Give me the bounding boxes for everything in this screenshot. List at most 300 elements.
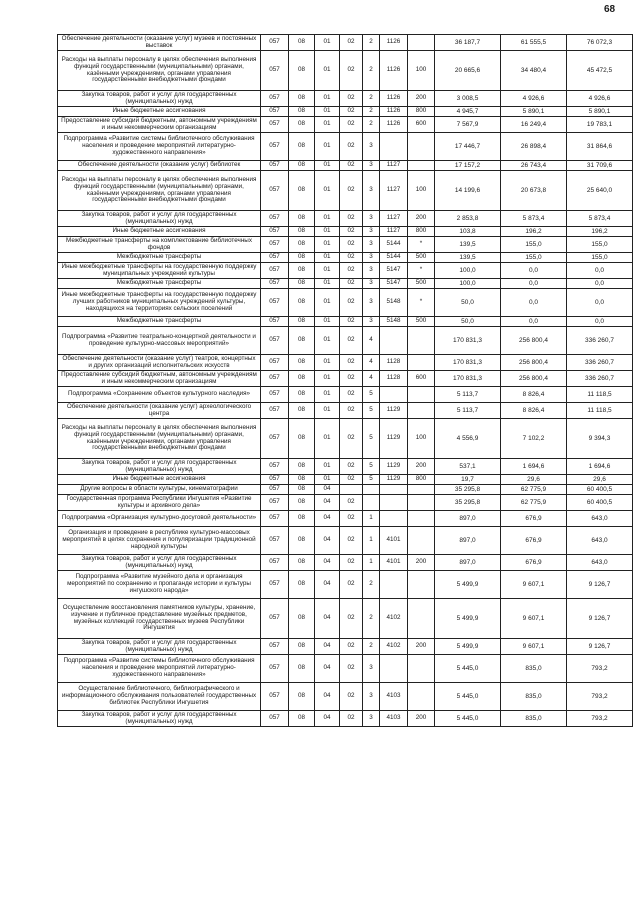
table-row <box>58 237 633 253</box>
budget-table <box>57 34 633 727</box>
row-target-code: 1127 <box>380 227 408 237</box>
row-subprogram-code: 5 <box>363 403 380 419</box>
row-program-code: 02 <box>340 639 363 655</box>
row-target-code: 4103 <box>380 683 408 711</box>
row-subprogram-code <box>363 495 380 511</box>
row-expense-type-code: 800 <box>408 227 435 237</box>
table-row <box>58 711 633 727</box>
row-subprogram-code: 3 <box>363 263 380 279</box>
row-target-code: 4102 <box>380 599 408 639</box>
table-row <box>58 371 633 387</box>
row-grbs-code: 057 <box>261 289 289 317</box>
row-grbs-code: 057 <box>261 527 289 555</box>
row-amount-year2: 256 800,4 <box>501 355 567 371</box>
row-grbs-code: 057 <box>261 263 289 279</box>
row-amount-year1: 17 157,2 <box>435 161 501 171</box>
row-target-code: 1129 <box>380 419 408 459</box>
row-amount-year1: 5 113,7 <box>435 387 501 403</box>
row-amount-year1: 5 499,9 <box>435 639 501 655</box>
row-section-code: 08 <box>289 35 315 51</box>
row-expense-type-code: 600 <box>408 371 435 387</box>
row-amount-year3: 643,0 <box>567 511 633 527</box>
row-amount-year1: 2 853,8 <box>435 211 501 227</box>
row-expense-type-code: * <box>408 289 435 317</box>
row-expense-type-code: 100 <box>408 419 435 459</box>
row-subsection-code: 04 <box>315 527 340 555</box>
row-subsection-code: 01 <box>315 419 340 459</box>
row-grbs-code: 057 <box>261 107 289 117</box>
row-subprogram-code: 3 <box>363 211 380 227</box>
row-amount-year1: 14 199,6 <box>435 171 501 211</box>
row-subsection-code: 01 <box>315 237 340 253</box>
row-amount-year2: 256 800,4 <box>501 371 567 387</box>
row-expense-type-code <box>408 571 435 599</box>
row-target-code: 5144 <box>380 253 408 263</box>
row-name: Закупка товаров, работ и услуг для государственных (муниципальных) нужд <box>58 711 261 727</box>
row-program-code: 02 <box>340 317 363 327</box>
row-amount-year3: 793,2 <box>567 711 633 727</box>
row-amount-year2: 4 926,6 <box>501 91 567 107</box>
row-name: Подпрограмма «Организация культурно-досуговой деятельности» <box>58 511 261 527</box>
row-expense-type-code: 200 <box>408 91 435 107</box>
row-expense-type-code: 100 <box>408 51 435 91</box>
row-name: Иные бюджетные ассигнования <box>58 475 261 485</box>
row-amount-year1: 103,8 <box>435 227 501 237</box>
row-target-code: 1129 <box>380 475 408 485</box>
row-grbs-code: 057 <box>261 571 289 599</box>
row-section-code: 08 <box>289 91 315 107</box>
row-expense-type-code <box>408 161 435 171</box>
row-grbs-code: 057 <box>261 237 289 253</box>
row-expense-type-code: 500 <box>408 253 435 263</box>
table-row <box>58 571 633 599</box>
table-row <box>58 263 633 279</box>
row-grbs-code: 057 <box>261 475 289 485</box>
row-amount-year2: 0,0 <box>501 289 567 317</box>
row-name: Межбюджетные трансферты <box>58 253 261 263</box>
row-name: Закупка товаров, работ и услуг для государственных (муниципальных) нужд <box>58 91 261 107</box>
row-name: Закупка товаров, работ и услуг для государственных (муниципальных) нужд <box>58 639 261 655</box>
row-subprogram-code: 5 <box>363 459 380 475</box>
row-grbs-code: 057 <box>261 35 289 51</box>
row-grbs-code: 057 <box>261 227 289 237</box>
row-amount-year1: 50,0 <box>435 317 501 327</box>
row-amount-year1: 897,0 <box>435 555 501 571</box>
row-amount-year1: 7 567,9 <box>435 117 501 133</box>
row-expense-type-code: 200 <box>408 211 435 227</box>
row-target-code: 1128 <box>380 355 408 371</box>
row-expense-type-code <box>408 485 435 495</box>
table-row <box>58 527 633 555</box>
row-amount-year3: 19 783,1 <box>567 117 633 133</box>
row-grbs-code: 057 <box>261 317 289 327</box>
row-subprogram-code <box>363 485 380 495</box>
table-row <box>58 253 633 263</box>
row-subsection-code: 01 <box>315 161 340 171</box>
row-amount-year1: 4 556,9 <box>435 419 501 459</box>
row-program-code: 02 <box>340 387 363 403</box>
row-section-code: 08 <box>289 571 315 599</box>
row-target-code: 1129 <box>380 459 408 475</box>
row-subprogram-code: 1 <box>363 555 380 571</box>
row-grbs-code: 057 <box>261 495 289 511</box>
row-program-code: 02 <box>340 511 363 527</box>
row-name: Подпрограмма «Развитие театрально-концертной деятельности и проведение культурно-массовых мероприятий» <box>58 327 261 355</box>
row-grbs-code: 057 <box>261 161 289 171</box>
row-amount-year3: 196,2 <box>567 227 633 237</box>
table-row <box>58 475 633 485</box>
table-row <box>58 171 633 211</box>
row-name: Обеспечение деятельности (оказание услуг) библиотек <box>58 161 261 171</box>
row-program-code: 02 <box>340 211 363 227</box>
row-program-code <box>340 485 363 495</box>
row-amount-year1: 5 499,9 <box>435 571 501 599</box>
row-grbs-code: 057 <box>261 419 289 459</box>
row-amount-year1: 170 831,3 <box>435 327 501 355</box>
row-subsection-code: 01 <box>315 317 340 327</box>
table-row <box>58 495 633 511</box>
row-subsection-code: 04 <box>315 683 340 711</box>
row-subprogram-code: 2 <box>363 639 380 655</box>
row-subprogram-code: 4 <box>363 371 380 387</box>
row-subprogram-code: 3 <box>363 253 380 263</box>
budget-table-body <box>58 35 633 727</box>
row-section-code: 08 <box>289 683 315 711</box>
table-row <box>58 91 633 107</box>
row-subsection-code: 04 <box>315 599 340 639</box>
row-section-code: 08 <box>289 253 315 263</box>
table-row <box>58 227 633 237</box>
row-amount-year3: 0,0 <box>567 263 633 279</box>
table-row <box>58 117 633 133</box>
page-number: 68 <box>604 4 616 15</box>
row-program-code: 02 <box>340 683 363 711</box>
row-amount-year1: 139,5 <box>435 253 501 263</box>
row-subsection-code: 01 <box>315 263 340 279</box>
table-row <box>58 211 633 227</box>
row-expense-type-code <box>408 495 435 511</box>
row-subsection-code: 01 <box>315 227 340 237</box>
table-row <box>58 655 633 683</box>
row-program-code: 02 <box>340 171 363 211</box>
row-target-code: 1126 <box>380 117 408 133</box>
row-grbs-code: 057 <box>261 51 289 91</box>
row-program-code: 02 <box>340 371 363 387</box>
row-amount-year2: 835,0 <box>501 683 567 711</box>
row-program-code: 02 <box>340 279 363 289</box>
row-subprogram-code: 3 <box>363 683 380 711</box>
table-row <box>58 279 633 289</box>
row-subprogram-code: 3 <box>363 289 380 317</box>
row-program-code: 02 <box>340 475 363 485</box>
row-section-code: 08 <box>289 289 315 317</box>
row-name: Расходы на выплаты персоналу в целях обеспечения выполнения функций государственными (муниципальными) органами, казёнными учреждениями, органами управления государственными внебюджетными фондами <box>58 419 261 459</box>
row-subsection-code: 01 <box>315 371 340 387</box>
row-target-code: 1128 <box>380 371 408 387</box>
row-target-code: 5148 <box>380 289 408 317</box>
row-section-code: 08 <box>289 133 315 161</box>
row-expense-type-code <box>408 511 435 527</box>
row-grbs-code: 057 <box>261 355 289 371</box>
row-program-code: 02 <box>340 227 363 237</box>
row-name: Подпрограмма «Развитие системы библиотечного обслуживания населения и проведение мероприятий литературно-художественного направления» <box>58 655 261 683</box>
row-amount-year3: 5 873,4 <box>567 211 633 227</box>
row-name: Межбюджетные трансферты <box>58 279 261 289</box>
row-amount-year2: 835,0 <box>501 655 567 683</box>
row-subsection-code: 04 <box>315 711 340 727</box>
row-expense-type-code: 800 <box>408 107 435 117</box>
row-name: Подпрограмма «Сохранение объектов культурного наследия» <box>58 387 261 403</box>
row-subsection-code: 01 <box>315 107 340 117</box>
row-target-code: 5147 <box>380 279 408 289</box>
table-row <box>58 161 633 171</box>
table-row <box>58 107 633 117</box>
row-subsection-code: 01 <box>315 117 340 133</box>
row-amount-year2: 29,6 <box>501 475 567 485</box>
row-amount-year3: 45 472,5 <box>567 51 633 91</box>
row-name: Осуществление библиотечного, библиографического и информационного обслуживания пользователей государственных библиотек Республики Ингушетия <box>58 683 261 711</box>
row-expense-type-code <box>408 655 435 683</box>
row-amount-year2: 676,9 <box>501 527 567 555</box>
row-subsection-code: 01 <box>315 459 340 475</box>
row-target-code: 5148 <box>380 317 408 327</box>
row-amount-year3: 643,0 <box>567 527 633 555</box>
row-name: Предоставление субсидий бюджетным, автономным учреждениям и иным некоммерческим организациям <box>58 371 261 387</box>
row-expense-type-code <box>408 35 435 51</box>
row-section-code: 08 <box>289 279 315 289</box>
row-amount-year3: 4 926,6 <box>567 91 633 107</box>
row-section-code: 08 <box>289 555 315 571</box>
table-row <box>58 683 633 711</box>
row-section-code: 08 <box>289 237 315 253</box>
row-target-code: 4103 <box>380 711 408 727</box>
row-section-code: 08 <box>289 419 315 459</box>
row-program-code: 02 <box>340 133 363 161</box>
row-amount-year2: 835,0 <box>501 711 567 727</box>
row-amount-year2: 20 673,8 <box>501 171 567 211</box>
row-section-code: 08 <box>289 117 315 133</box>
row-amount-year1: 5 113,7 <box>435 403 501 419</box>
row-subsection-code: 04 <box>315 571 340 599</box>
row-section-code: 08 <box>289 355 315 371</box>
row-expense-type-code: * <box>408 263 435 279</box>
row-target-code: 1126 <box>380 51 408 91</box>
row-section-code: 08 <box>289 327 315 355</box>
row-target-code <box>380 511 408 527</box>
row-expense-type-code: 200 <box>408 711 435 727</box>
row-program-code: 02 <box>340 555 363 571</box>
table-row <box>58 419 633 459</box>
row-name: Подпрограмма «Развитие системы библиотечного обслуживания населения и проведение мероприятий литературно-художественного направления» <box>58 133 261 161</box>
row-name: Предоставление субсидий бюджетным, автономным учреждениям и иным некоммерческим организациям <box>58 117 261 133</box>
row-grbs-code: 057 <box>261 91 289 107</box>
row-section-code: 08 <box>289 211 315 227</box>
row-section-code: 08 <box>289 527 315 555</box>
row-expense-type-code <box>408 133 435 161</box>
row-expense-type-code: * <box>408 237 435 253</box>
row-target-code <box>380 571 408 599</box>
row-program-code: 02 <box>340 527 363 555</box>
row-grbs-code: 057 <box>261 655 289 683</box>
row-name: Обеспечение деятельности (оказание услуг) археологического центра <box>58 403 261 419</box>
row-subprogram-code: 4 <box>363 327 380 355</box>
row-subprogram-code: 3 <box>363 711 380 727</box>
row-grbs-code: 057 <box>261 117 289 133</box>
row-target-code <box>380 495 408 511</box>
row-name: Обеспечение деятельности (оказание услуг) музеев и постоянных выставок <box>58 35 261 51</box>
row-amount-year3: 9 126,7 <box>567 599 633 639</box>
row-name: Закупка товаров, работ и услуг для государственных (муниципальных) нужд <box>58 555 261 571</box>
row-subprogram-code: 2 <box>363 35 380 51</box>
table-row <box>58 511 633 527</box>
row-target-code <box>380 387 408 403</box>
row-section-code: 08 <box>289 599 315 639</box>
row-amount-year3: 643,0 <box>567 555 633 571</box>
table-row <box>58 51 633 91</box>
table-row <box>58 485 633 495</box>
row-grbs-code: 057 <box>261 371 289 387</box>
row-name: Межбюджетные трансферты <box>58 317 261 327</box>
row-amount-year2: 26 898,4 <box>501 133 567 161</box>
row-subsection-code: 04 <box>315 639 340 655</box>
row-name: Иные межбюджетные трансферты на государственную поддержку муниципальных учреждений культуры <box>58 263 261 279</box>
row-program-code: 02 <box>340 327 363 355</box>
row-amount-year2: 5 890,1 <box>501 107 567 117</box>
row-subsection-code: 01 <box>315 289 340 317</box>
row-amount-year3: 60 400,5 <box>567 495 633 511</box>
row-amount-year3: 0,0 <box>567 289 633 317</box>
row-subprogram-code: 4 <box>363 355 380 371</box>
row-amount-year1: 50,0 <box>435 289 501 317</box>
row-amount-year3: 0,0 <box>567 279 633 289</box>
row-section-code: 08 <box>289 371 315 387</box>
row-subsection-code: 01 <box>315 327 340 355</box>
row-amount-year2: 61 555,5 <box>501 35 567 51</box>
row-expense-type-code: 600 <box>408 117 435 133</box>
row-subsection-code: 04 <box>315 511 340 527</box>
row-amount-year2: 8 826,4 <box>501 403 567 419</box>
row-amount-year2: 34 480,4 <box>501 51 567 91</box>
row-amount-year1: 100,0 <box>435 279 501 289</box>
row-program-code: 02 <box>340 419 363 459</box>
row-amount-year2: 5 873,4 <box>501 211 567 227</box>
table-row <box>58 459 633 475</box>
table-row <box>58 133 633 161</box>
row-amount-year1: 35 295,8 <box>435 485 501 495</box>
row-name: Другие вопросы в области культуры, кинематографии <box>58 485 261 495</box>
row-name: Расходы на выплаты персоналу в целях обеспечения выполнения функций государственными (муниципальными) органами, казёнными учреждениями, органами управления государственными внебюджетными фондами <box>58 171 261 211</box>
row-amount-year2: 256 800,4 <box>501 327 567 355</box>
row-amount-year2: 9 607,1 <box>501 599 567 639</box>
row-target-code: 1126 <box>380 107 408 117</box>
row-amount-year1: 17 446,7 <box>435 133 501 161</box>
row-name: Закупка товаров, работ и услуг для государственных (муниципальных) нужд <box>58 211 261 227</box>
row-amount-year3: 76 072,3 <box>567 35 633 51</box>
row-expense-type-code: 500 <box>408 317 435 327</box>
row-amount-year3: 336 260,7 <box>567 355 633 371</box>
row-target-code: 1127 <box>380 161 408 171</box>
row-subprogram-code: 1 <box>363 511 380 527</box>
row-expense-type-code <box>408 327 435 355</box>
row-subsection-code: 01 <box>315 211 340 227</box>
row-program-code: 02 <box>340 403 363 419</box>
row-amount-year2: 676,9 <box>501 511 567 527</box>
row-subsection-code: 01 <box>315 475 340 485</box>
row-subsection-code: 01 <box>315 91 340 107</box>
row-target-code: 1126 <box>380 35 408 51</box>
row-amount-year3: 155,0 <box>567 253 633 263</box>
row-amount-year1: 20 665,6 <box>435 51 501 91</box>
row-name: Межбюджетные трансферты на комплектование библиотечных фондов <box>58 237 261 253</box>
row-subprogram-code: 2 <box>363 107 380 117</box>
row-amount-year3: 31 709,6 <box>567 161 633 171</box>
row-grbs-code: 057 <box>261 511 289 527</box>
row-program-code: 02 <box>340 91 363 107</box>
row-subprogram-code: 1 <box>363 527 380 555</box>
row-name: Государственная программа Республики Ингушетия «Развитие культуры и архивного дела» <box>58 495 261 511</box>
row-program-code: 02 <box>340 51 363 91</box>
row-subsection-code: 01 <box>315 403 340 419</box>
row-subsection-code: 04 <box>315 555 340 571</box>
row-amount-year3: 793,2 <box>567 683 633 711</box>
row-target-code: 1127 <box>380 171 408 211</box>
table-row <box>58 639 633 655</box>
row-subsection-code: 01 <box>315 133 340 161</box>
row-name: Иные бюджетные ассигнования <box>58 107 261 117</box>
row-amount-year3: 29,6 <box>567 475 633 485</box>
row-name: Иные межбюджетные трансферты на государственную поддержку лучших работников муниципальных учреждений культуры, находящихся на территориях сельских поселений <box>58 289 261 317</box>
row-target-code: 4102 <box>380 639 408 655</box>
row-grbs-code: 057 <box>261 711 289 727</box>
table-row <box>58 317 633 327</box>
row-section-code: 08 <box>289 655 315 683</box>
row-program-code: 02 <box>340 655 363 683</box>
row-amount-year1: 5 445,0 <box>435 683 501 711</box>
row-subsection-code: 04 <box>315 495 340 511</box>
table-row <box>58 289 633 317</box>
row-amount-year1: 5 445,0 <box>435 711 501 727</box>
row-subprogram-code: 3 <box>363 317 380 327</box>
row-amount-year1: 35 295,8 <box>435 495 501 511</box>
row-grbs-code: 057 <box>261 133 289 161</box>
row-section-code: 08 <box>289 51 315 91</box>
row-subprogram-code: 3 <box>363 237 380 253</box>
table-row <box>58 599 633 639</box>
table-row <box>58 35 633 51</box>
row-expense-type-code <box>408 387 435 403</box>
row-section-code: 08 <box>289 485 315 495</box>
row-program-code: 02 <box>340 355 363 371</box>
row-target-code: 1126 <box>380 91 408 107</box>
row-expense-type-code: 200 <box>408 459 435 475</box>
row-subsection-code: 01 <box>315 171 340 211</box>
row-subsection-code: 04 <box>315 485 340 495</box>
row-section-code: 08 <box>289 107 315 117</box>
row-program-code: 02 <box>340 289 363 317</box>
row-amount-year3: 9 394,3 <box>567 419 633 459</box>
row-amount-year3: 5 890,1 <box>567 107 633 117</box>
row-section-code: 08 <box>289 171 315 211</box>
row-name: Иные бюджетные ассигнования <box>58 227 261 237</box>
row-program-code: 02 <box>340 237 363 253</box>
row-amount-year1: 36 187,7 <box>435 35 501 51</box>
row-subprogram-code: 2 <box>363 91 380 107</box>
row-subprogram-code: 3 <box>363 161 380 171</box>
row-amount-year2: 16 249,4 <box>501 117 567 133</box>
row-amount-year1: 537,1 <box>435 459 501 475</box>
row-subprogram-code: 3 <box>363 133 380 161</box>
row-amount-year2: 0,0 <box>501 279 567 289</box>
